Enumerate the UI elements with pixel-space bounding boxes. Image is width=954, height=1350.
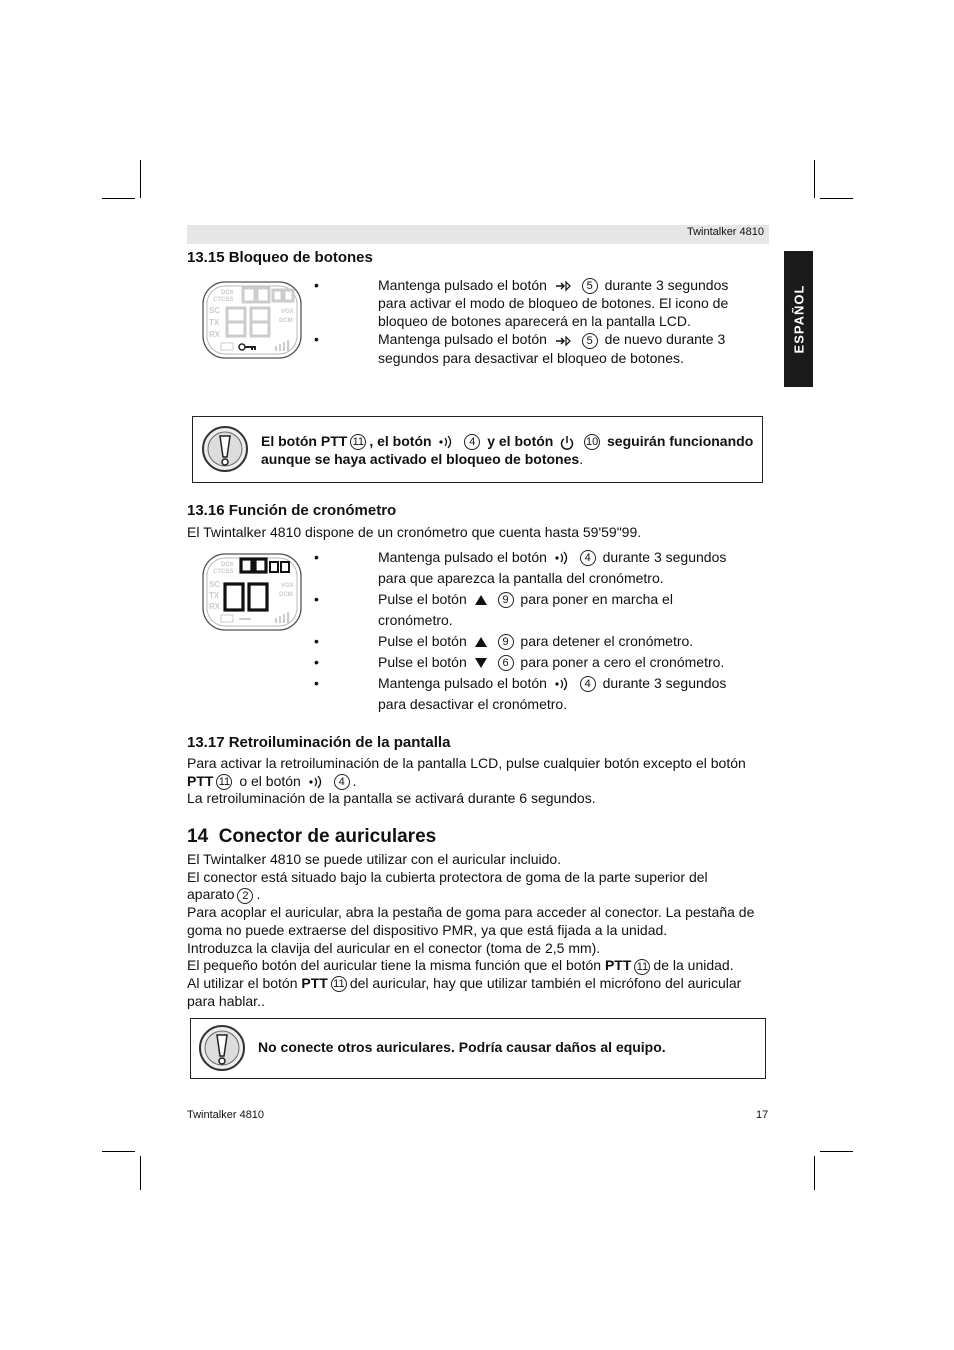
crop-mark: [814, 160, 815, 198]
language-tab-label: ESPAÑOL: [791, 284, 806, 354]
list-item: • Pulse el botón 6 para poner a cero el cronómetro.: [346, 652, 756, 673]
power-button-icon: [560, 435, 574, 450]
lcd-label: CTCSS: [213, 569, 234, 575]
section-title-13-15: 13.15 Bloqueo de botones: [187, 249, 373, 266]
list-item: • Mantenga pulsado el botón 5 de nuevo durante 3 segundos para desactivar el bloqueo de botones.: [346, 330, 746, 366]
callout-number: 11: [350, 434, 366, 450]
crop-mark: [102, 198, 135, 199]
crop-mark: [102, 1151, 135, 1152]
crop-mark: [140, 1156, 141, 1190]
header-bar: [187, 225, 769, 244]
lcd-label: CTCSS: [213, 297, 234, 303]
monitor-button-icon: [554, 551, 570, 565]
callout-number: 9: [498, 634, 514, 650]
callout-number: 11: [216, 774, 232, 790]
lcd-label: DCM: [279, 318, 293, 324]
lock-button-icon: [554, 335, 572, 347]
down-arrow-icon: [474, 657, 488, 669]
section-title-13-17: 13.17 Retroiluminación de la pantalla: [187, 734, 451, 751]
lcd-label: DCM: [279, 592, 293, 598]
up-arrow-icon: [474, 594, 488, 606]
list-item: • Mantenga pulsado el botón 4 durante 3 segundos para desactivar el cronómetro.: [346, 673, 756, 715]
footer-title: Twintalker 4810: [187, 1109, 265, 1121]
callout-number: 9: [498, 592, 514, 608]
callout-number: 4: [580, 550, 596, 566]
crop-mark: [820, 1151, 853, 1152]
callout-number: 10: [586, 436, 599, 449]
backlight-paragraph: Para activar la retroiluminación de la pantalla LCD, pulse cualquier botón excepto el botón PTT 11 o el botón 4 . La retroiluminación de la pantalla se activará durante 6 segundos.: [187, 755, 746, 807]
crop-mark: [140, 160, 141, 198]
headset-paragraph: El Twintalker 4810 se puede utilizar con el auricular incluido. El conector está situado bajo la cubierta protectora de goma de la parte superior del aparato 2 . Para acoplar el auricular, abra la pestaña de goma para acceder al conector. La pestaña de goma no puede extraerse del dispositivo PMR, ya que está fijada a la unidad. Introduzca la clavija del auricular en el conector (toma de 2,5 mm). El pequeño botón del auricular tiene la misma función que el botón PTT 11 de la unidad. Al utilizar el botón PTT 11 del auricular, hay que utilizar también el micrófono del auricular para hablar..: [187, 851, 755, 1009]
warning-text: No conecte otros auriculares. Podría causar daños al equipo.: [258, 1039, 666, 1055]
callout-number: 4: [464, 434, 480, 450]
callout-number: 5: [582, 333, 598, 349]
callout-number: 11: [634, 959, 650, 975]
lcd-label: SC: [209, 306, 221, 315]
section-title-14: 14 Conector de auriculares: [187, 826, 437, 847]
language-tab: [784, 251, 813, 387]
bullet-list-13-16: [346, 547, 756, 715]
stopwatch-intro: El Twintalker 4810 dispone de un cronómetro que cuenta hasta 59'59"99.: [187, 524, 642, 540]
monitor-button-icon: [308, 775, 324, 789]
crop-mark: [820, 198, 853, 199]
callout-number: 5: [582, 278, 598, 294]
warning-exclamation-icon: [201, 425, 249, 473]
page-number: 17: [756, 1109, 769, 1121]
list-item: • Pulse el botón 9 para poner en marcha el cronómetro.: [346, 589, 756, 631]
warning-text: El botón PTT 11 , el botón 4 y el botón 10 seguirán funcionando aunque se haya activado el bloqueo de botones.: [261, 433, 754, 467]
lcd-label: TX: [209, 318, 220, 327]
monitor-button-icon: [438, 435, 454, 449]
monitor-button-icon: [554, 677, 570, 691]
lcd-label: TX: [209, 591, 220, 600]
lcd-label: SC: [209, 580, 221, 589]
lcd-label: DCS: [221, 290, 234, 296]
up-arrow-icon: [474, 636, 488, 648]
lcd-label: VOX: [281, 309, 294, 315]
callout-number: 4: [334, 774, 350, 790]
callout-number: 2: [237, 888, 253, 904]
header-title: Twintalker 4810: [686, 226, 764, 238]
lcd-label: DCS: [221, 562, 234, 568]
warning-exclamation-icon: [198, 1024, 246, 1072]
warning-box-headset: [190, 1018, 766, 1079]
lcd-label: RX: [209, 602, 221, 611]
bullet-list-13-15: [346, 276, 746, 367]
callout-number: 6: [498, 655, 514, 671]
list-item: • Mantenga pulsado el botón 4 durante 3 segundos para que aparezca la pantalla del cronómetro.: [346, 547, 756, 589]
lcd-stopwatch-display-image: [201, 552, 303, 632]
lcd-label: RX: [209, 330, 221, 339]
list-item: • Mantenga pulsado el botón 5 durante 3 segundos para activar el modo de bloqueo de botones. El icono de bloqueo de botones aparecerá en la pantalla LCD.: [346, 276, 746, 330]
lcd-lock-display-image: [201, 280, 303, 360]
callout-number: 4: [580, 676, 596, 692]
callout-number: 11: [331, 976, 347, 992]
crop-mark: [814, 1156, 815, 1190]
lock-button-icon: [554, 280, 572, 292]
warning-box-lock: [192, 416, 763, 483]
section-title-13-16: 13.16 Función de cronómetro: [187, 502, 397, 519]
list-item: • Pulse el botón 9 para detener el cronómetro.: [346, 631, 756, 652]
lcd-label: VOX: [281, 583, 294, 589]
